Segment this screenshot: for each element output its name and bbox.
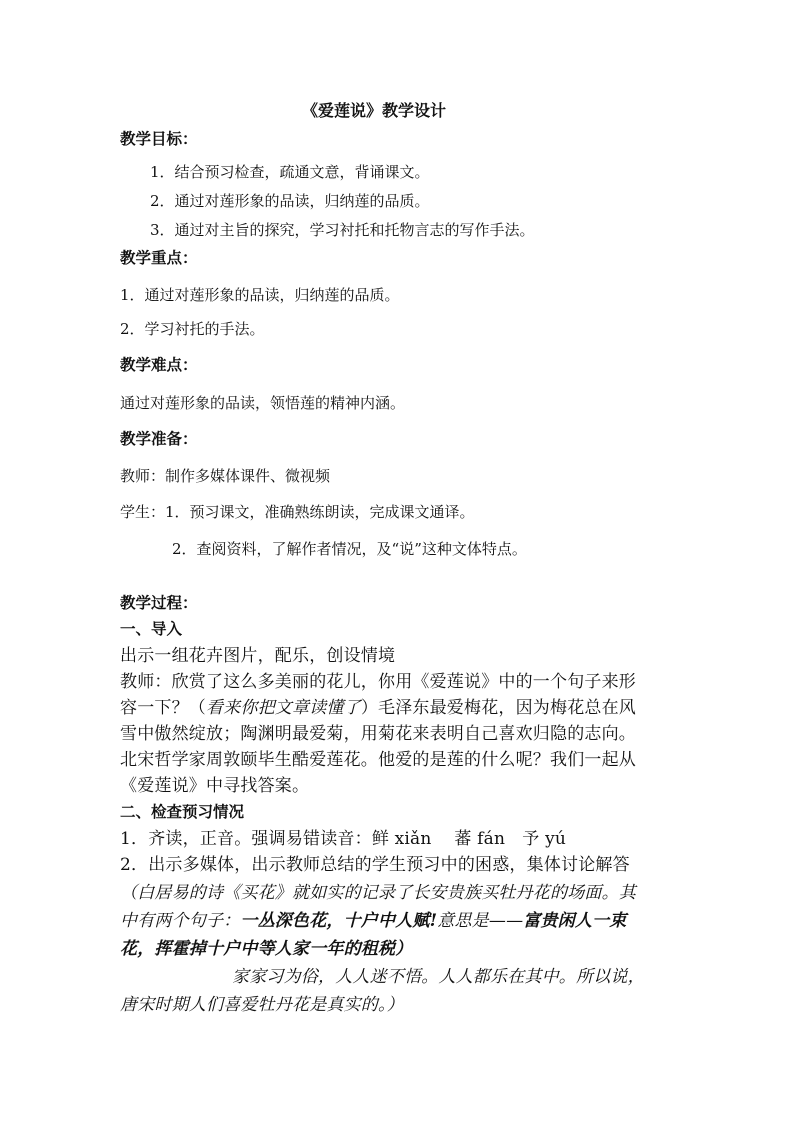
note-line: 花，挥霍掉十户中等人家一年的租税） xyxy=(120,939,413,959)
text-run: 富贵闲人一束 xyxy=(523,911,627,931)
student-preparation-2: 2．查阅资料，了解作者情况，及“说”这种文体特点。 xyxy=(172,540,527,558)
section2-heading: 二、检查预习情况 xyxy=(120,802,245,821)
key-points-heading: 教学重点： xyxy=(120,248,198,267)
section1-line: 雪中傲然绽放；陶渊明最爱菊，用菊花来表明自己喜欢归隐的志向。 xyxy=(120,724,636,744)
difficulty-text: 通过对莲形象的品读，领悟莲的精神内涵。 xyxy=(120,394,406,412)
section1-line: 出示一组花卉图片，配乐，创设情境 xyxy=(120,646,396,666)
goal-item: 3．通过对主旨的探究，学习衬托和托物言志的写作手法。 xyxy=(150,221,535,239)
teacher-preparation: 教师：制作多媒体课件、微视频 xyxy=(120,467,331,485)
italic-remark: 看来你把文章读懂了 xyxy=(206,698,361,718)
text-run: 容一下？（ xyxy=(120,698,206,718)
text-run: ）毛泽东最爱梅花，因为梅花总在风 xyxy=(360,698,637,718)
goal-item: 2．通过对莲形象的品读，归纳莲的品质。 xyxy=(150,192,430,210)
goal-item: 1．结合预习检查，疏通文意，背诵课文。 xyxy=(150,163,430,181)
note-line: 家家习为俗，人人迷不悟。人人都乐在其中。所以说， xyxy=(232,967,645,987)
note-line xyxy=(120,910,626,932)
key-point-item: 2．学习衬托的手法。 xyxy=(120,320,265,338)
process-heading: 教学过程： xyxy=(120,593,198,612)
text-run: 中有两个句子： xyxy=(120,911,241,931)
section1-line: 《爱莲说》中寻找答案。 xyxy=(120,776,310,796)
quoted-verse: 一丛深色花，十户中人赋! xyxy=(240,911,438,931)
section1-line: 北宋哲学家周敦颐毕生酷爱莲花。他爱的是莲的什么呢？我们一起从 xyxy=(120,750,636,770)
section2-item: 1．齐读，正音。强调易错读音：鲜 xiǎn 蕃 fán 予 yú xyxy=(120,829,567,849)
key-point-item: 1．通过对莲形象的品读，归纳莲的品质。 xyxy=(120,286,400,304)
section2-item: 2．出示多媒体，出示教师总结的学生预习中的困惑，集体讨论解答 xyxy=(120,855,630,875)
text-run: 意思是—— xyxy=(437,911,524,931)
page-title: 《爱莲说》教学设计 xyxy=(302,101,447,120)
section1-heading: 一、导入 xyxy=(120,619,183,638)
section1-line: 教师：欣赏了这么多美丽的花儿，你用《爱莲说》中的一个句子来形 xyxy=(120,672,636,692)
difficulty-heading: 教学难点： xyxy=(120,355,198,374)
note-line: （白居易的诗《买花》就如实的记录了长安贵族买牡丹花的场面。其 xyxy=(120,883,636,903)
preparation-heading: 教学准备： xyxy=(120,429,198,448)
student-preparation-1: 学生：1．预习课文，准确熟练朗读，完成课文通译。 xyxy=(120,503,475,521)
goals-heading: 教学目标： xyxy=(120,129,198,148)
section1-line xyxy=(120,697,636,719)
note-line: 唐宋时期人们喜爱牡丹花是真实的。） xyxy=(120,995,404,1015)
